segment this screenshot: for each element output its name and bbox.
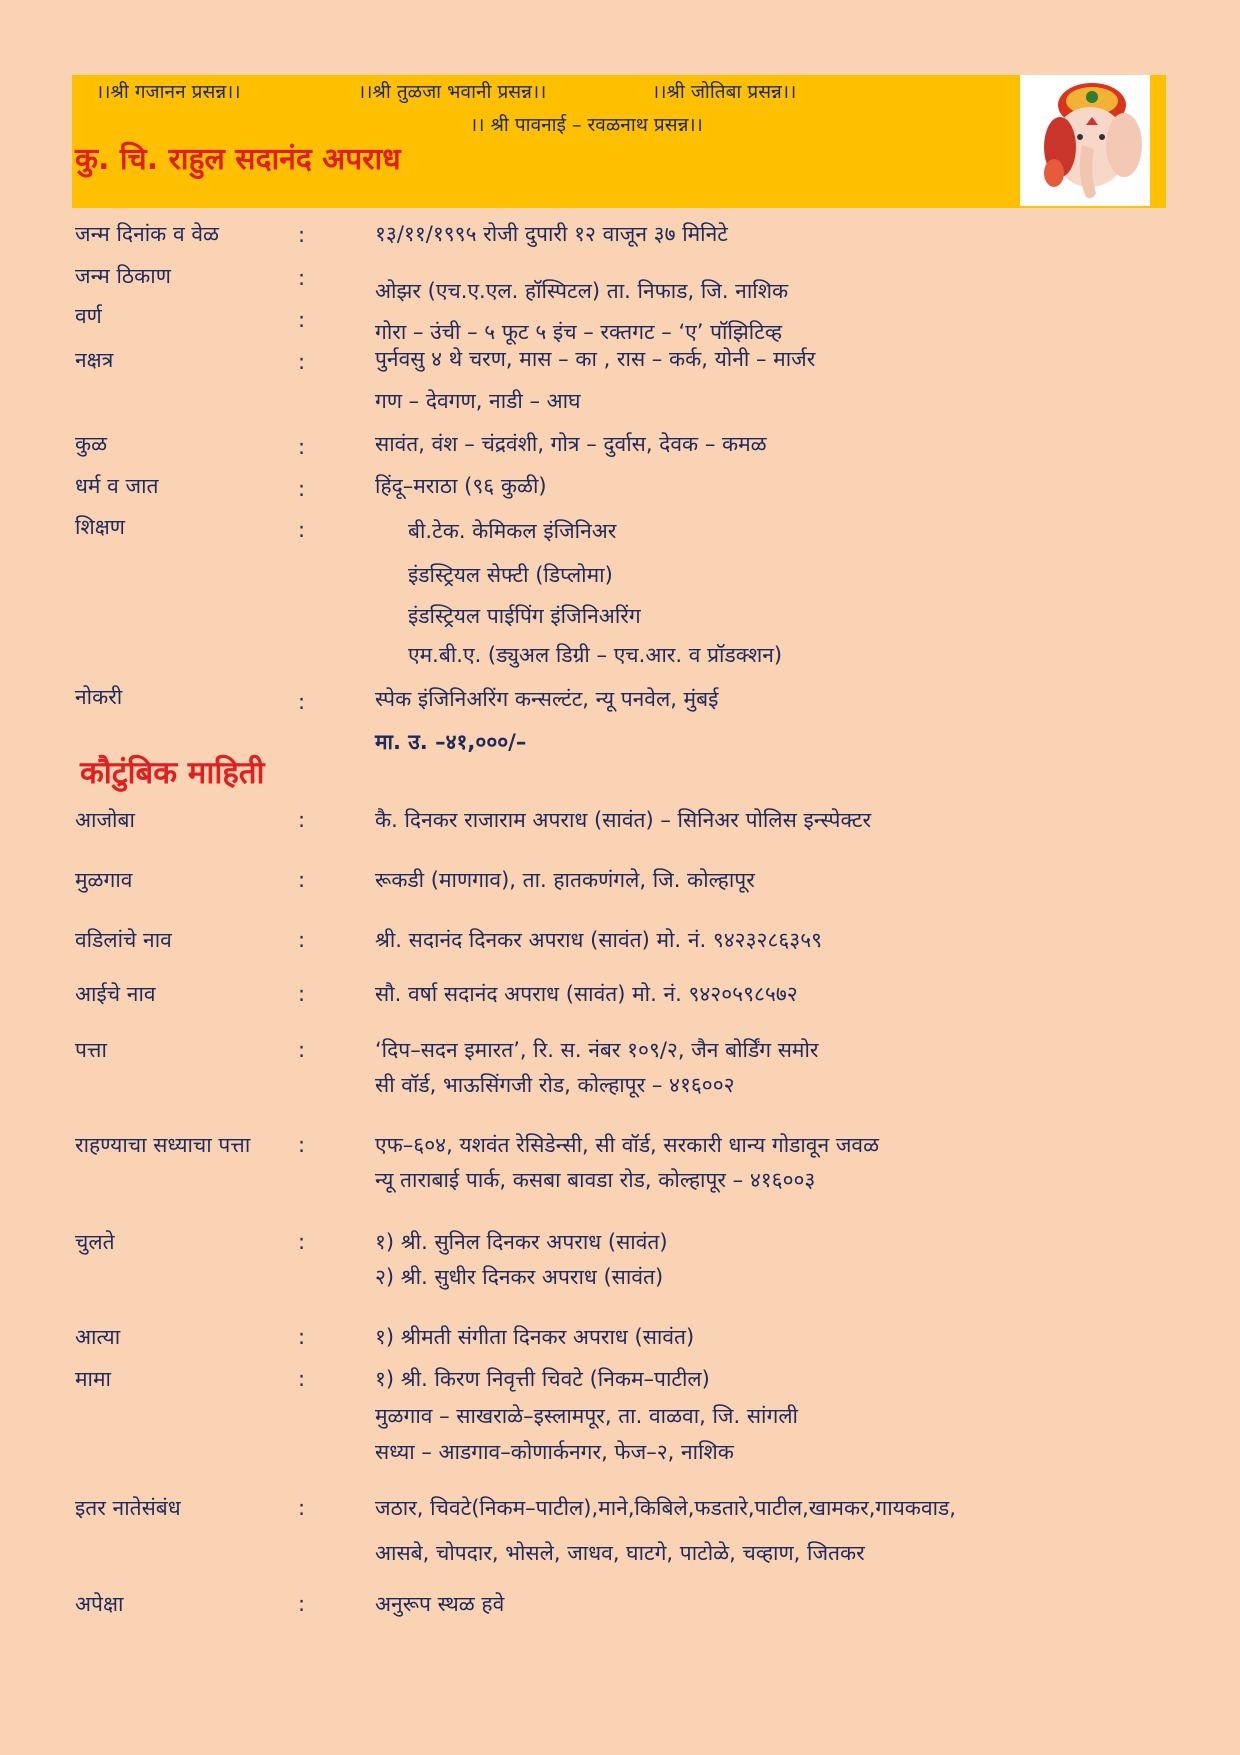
- aunts-label: आत्या: [75, 1325, 121, 1349]
- candidate-name: कु. चि. राहुल सदानंद अपराध: [75, 142, 401, 177]
- address-label: पत्ता: [75, 1038, 107, 1062]
- expectation-value: अनुरूप स्थळ हवे: [375, 1592, 505, 1616]
- expectation-label: अपेक्षा: [75, 1592, 124, 1616]
- ganesh-icon: [1020, 75, 1150, 206]
- colon: :: [298, 350, 306, 374]
- relations-label: इतर नातेसंबंध: [75, 1496, 181, 1520]
- colon: :: [298, 690, 306, 714]
- colon: :: [298, 518, 306, 542]
- mother-label: आईचे नाव: [75, 982, 156, 1006]
- education-item: इंडस्ट्रियल पाईपिंग इंजिनिअरिंग: [408, 604, 641, 628]
- education-item: इंडस्ट्रियल सेफ्टी (डिप्लोमा): [408, 563, 613, 587]
- colon: :: [298, 868, 306, 892]
- blessing-jotiba: ।।श्री जोतिबा प्रसन्न।।: [652, 81, 797, 103]
- relations-line-2: आसबे, चोपदार, भोसले, जाधव, घाटगे, पाटोळे, चव्हाण, जितकर: [375, 1541, 865, 1565]
- job-label: नोकरी: [75, 685, 123, 709]
- blessing-gajanan: ।।श्री गजानन प्रसन्न।।: [96, 81, 241, 103]
- address-line-2: सी वॉर्ड, भाऊसिंगजी रोड, कोल्हापूर – ४१६००२: [375, 1073, 735, 1097]
- father-value: श्री. सदानंद दिनकर अपराध (सावंत) मो. नं. ९४२३२८६३५९: [375, 928, 823, 952]
- colon: :: [298, 1133, 306, 1157]
- relations-line-1: जठार, चिवटे(निकम–पाटील),माने,किबिले,फडतारे,पाटील,खामकर,गायकवाड,: [375, 1496, 956, 1520]
- uncle-item: १) श्री. सुनिल दिनकर अपराध (सावंत): [375, 1230, 668, 1254]
- current-address-label: राहण्याचा सध्याचा पत्ता: [75, 1133, 251, 1157]
- uncle-item: २) श्री. सुधीर दिनकर अपराध (सावंत): [375, 1265, 664, 1289]
- current-address-line-1: एफ–६०४, यशवंत रेसिडेन्सी, सी वॉर्ड, सरकारी धान्य गोडावून जवळ: [375, 1133, 880, 1157]
- complexion-label: वर्ण: [75, 304, 102, 328]
- education-item: बी.टेक. केमिकल इंजिनिअर: [408, 519, 617, 543]
- complexion-value: गोरा – उंची – ५ फूट ५ इंच – रक्तगट – ‘ए’ पॉझिटिव्ह: [375, 320, 783, 344]
- colon: :: [298, 928, 306, 952]
- blessing-tuljabhavani: ।।श्री तुळजा भवानी प्रसन्न।।: [358, 81, 547, 103]
- colon: :: [298, 1325, 306, 1349]
- birthplace-label: जन्म ठिकाण: [75, 264, 171, 288]
- mama-item: १) श्री. किरण निवृत्ती चिवटे (निकम–पाटील): [375, 1367, 710, 1391]
- colon: :: [298, 308, 306, 332]
- native-place-value: रूकडी (माणगाव), ता. हातकणंगले, जि. कोल्हापूर: [375, 868, 755, 892]
- job-value: स्पेक इंजिनिअरिंग कन्सल्टंट, न्यू पनवेल, मुंबई: [375, 687, 719, 711]
- colon: :: [298, 435, 306, 459]
- address-line-1: ‘दिप–सदन इमारत’, रि. स. नंबर १०९/२, जैन बोर्डिंग समोर: [375, 1038, 819, 1062]
- uncles-label: चुलते: [75, 1230, 115, 1254]
- colon: :: [298, 223, 306, 247]
- colon: :: [298, 1230, 306, 1254]
- nakshatra-value-line-1: पुर्नवसु ४ थे चरण, मास – का , रास – कर्क, योनी – मार्जर: [375, 347, 816, 371]
- current-address-line-2: न्यू ताराबाई पार्क, कसबा बावडा रोड, कोल्हापूर – ४१६००३: [375, 1168, 816, 1192]
- colon: :: [298, 266, 306, 290]
- birthplace-value: ओझर (एच.ए.एल. हॉस्पिटल) ता. निफाड, जि. नाशिक: [375, 279, 789, 303]
- colon: :: [298, 1496, 306, 1520]
- education-item: एम.बी.ए. (ड्युअल डिग्री – एच.आर. व प्रॉडक्शन): [408, 643, 783, 667]
- kul-label: कुळ: [75, 432, 108, 456]
- grandfather-label: आजोबा: [75, 808, 135, 832]
- kul-value: सावंत, वंश – चंद्रवंशी, गोत्र – दुर्वास, देवक – कमळ: [375, 432, 767, 456]
- mother-value: सौ. वर्षा सदानंद अपराध (सावंत) मो. नं. ९४२०५९८५७२: [375, 982, 798, 1006]
- colon: :: [298, 1038, 306, 1062]
- religion-value: हिंदू–मराठा (९६ कुळी): [375, 474, 547, 498]
- father-label: वडिलांचे नाव: [75, 928, 172, 952]
- aunt-item: १) श्रीमती संगीता दिनकर अपराध (सावंत): [375, 1325, 695, 1349]
- mama-label: मामा: [75, 1367, 111, 1391]
- colon: :: [298, 982, 306, 1006]
- nakshatra-label: नक्षत्र: [75, 348, 114, 372]
- blessing-pavanai: ।। श्री पावनाई – रवळनाथ प्रसन्न।।: [470, 114, 703, 136]
- dob-label: जन्म दिनांक व वेळ: [75, 222, 219, 246]
- colon: :: [298, 477, 306, 501]
- family-section-title: कौटुंबिक माहिती: [80, 755, 265, 791]
- grandfather-value: कै. दिनकर राजाराम अपराध (सावंत) – सिनिअर पोलिस इन्स्पेक्टर: [375, 808, 872, 832]
- colon: :: [298, 1592, 306, 1616]
- colon: :: [298, 808, 306, 832]
- religion-label: धर्म व जात: [75, 474, 159, 498]
- native-place-label: मुळगाव: [75, 868, 133, 892]
- colon: :: [298, 1367, 306, 1391]
- education-label: शिक्षण: [75, 515, 125, 539]
- salary-value: मा. उ. –४१,०००/–: [375, 730, 527, 754]
- nakshatra-value-line-2: गण – देवगण, नाडी – आघ: [375, 389, 581, 413]
- mama-current: सध्या – आडगाव–कोणार्कनगर, फेज–२, नाशिक: [375, 1440, 734, 1464]
- dob-value: १३/११/१९९५ रोजी दुपारी १२ वाजून ३७ मिनिटे: [375, 222, 728, 246]
- mama-native: मुळगाव – साखराळे–इस्लामपूर, ता. वाळवा, जि. सांगली: [375, 1404, 798, 1428]
- ganesh-image: [1020, 75, 1150, 206]
